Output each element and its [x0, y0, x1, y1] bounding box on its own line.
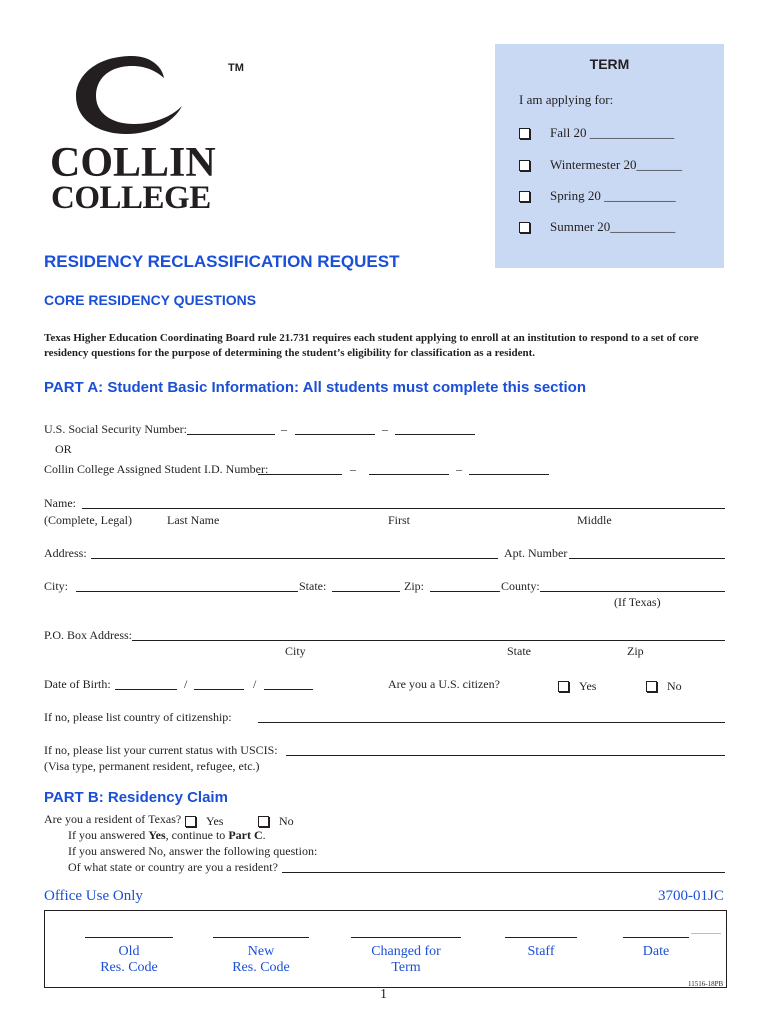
county-field[interactable]	[540, 591, 725, 592]
checkbox-icon[interactable]	[185, 816, 196, 827]
citizen-yes-label: Yes	[579, 679, 597, 693]
ssn-dash: –	[281, 422, 287, 436]
term-option-label: Wintermester 20_______	[550, 157, 682, 172]
po-box-field[interactable]	[132, 640, 725, 641]
ssn-field-1[interactable]	[187, 434, 275, 435]
logo-line2: COLLEGE	[51, 180, 211, 216]
checkbox-icon[interactable]	[519, 222, 530, 233]
ssn-dash: –	[382, 422, 388, 436]
checkbox-icon[interactable]	[519, 128, 530, 139]
section-subtitle: CORE RESIDENCY QUESTIONS	[44, 292, 257, 308]
country-citizenship-field[interactable]	[258, 722, 725, 723]
office-use-box	[44, 910, 727, 988]
student-id-field-1[interactable]	[258, 474, 342, 475]
form-code: 3700-01JC	[658, 888, 724, 904]
state-label: State:	[299, 579, 327, 593]
resident-state-question: Of what state or country are you a resident?	[68, 860, 278, 874]
yes-instruction	[68, 828, 266, 843]
citizen-yes-option[interactable]	[558, 677, 596, 695]
logo-line1: COLLIN	[50, 140, 216, 186]
texas-resident-no-label: No	[279, 814, 294, 828]
logo-crescent-icon	[74, 54, 184, 136]
or-label: OR	[55, 442, 72, 456]
uscis-status-field[interactable]	[286, 755, 725, 756]
caption-line: Res. Code	[232, 960, 290, 975]
changed-term-field[interactable]	[351, 937, 461, 938]
part-a-heading: PART A: Student Basic Information: All students must complete this section	[44, 379, 586, 396]
caption-line: New	[247, 944, 275, 959]
po-city-caption: City	[285, 644, 306, 658]
term-option-summer[interactable]	[519, 218, 675, 236]
complete-legal-note: (Complete, Legal)	[44, 513, 132, 527]
last-name-caption: Last Name	[167, 513, 220, 527]
uscis-status-label: If no, please list your current status with USCIS:	[44, 743, 278, 757]
old-res-code-field[interactable]	[85, 937, 173, 938]
term-intro: I am applying for:	[519, 92, 614, 107]
date-caption: Date	[642, 944, 670, 959]
term-option-fall[interactable]	[519, 124, 674, 142]
middle-name-caption: Middle	[577, 513, 612, 527]
if-texas-note: (If Texas)	[614, 595, 661, 609]
texas-resident-yes-label: Yes	[206, 814, 224, 828]
address-label: Address:	[44, 546, 87, 560]
dob-day-field[interactable]	[194, 689, 244, 690]
checkbox-icon[interactable]	[519, 160, 530, 171]
ssn-field-2[interactable]	[295, 434, 375, 435]
intro-line-2: residency questions for the purpose of determining the student’s eligibility for classification as a resident.	[44, 347, 536, 359]
part-b-heading: PART B: Residency Claim	[44, 789, 228, 806]
staff-field[interactable]	[505, 937, 577, 938]
po-zip-caption: Zip	[627, 644, 644, 658]
yes-instruction-text: , continue to	[165, 828, 229, 842]
address-field[interactable]	[91, 558, 498, 559]
new-res-code-caption	[213, 944, 309, 976]
changed-term-caption	[351, 944, 461, 976]
old-res-code-caption	[85, 944, 173, 976]
caption-line: Changed for	[371, 944, 441, 959]
apt-number-label: Apt. Number	[504, 546, 568, 560]
term-option-wintermester[interactable]	[519, 156, 682, 174]
first-name-caption: First	[388, 513, 411, 527]
county-label: County:	[501, 579, 540, 593]
zip-field[interactable]	[430, 591, 500, 592]
name-label: Name:	[44, 496, 76, 510]
country-citizenship-label: If no, please list country of citizenship:	[44, 710, 232, 724]
no-instruction: If you answered No, answer the following question:	[68, 844, 318, 858]
term-option-label: Spring 20 ___________	[550, 188, 676, 203]
intro-line-1: Texas Higher Education Coordinating Board rule 21.731 requires each student applying to enroll at an institution to respond to a set of core	[44, 332, 699, 344]
print-code: 11516-18PB	[688, 980, 724, 988]
student-id-dash: –	[456, 462, 462, 476]
student-id-label: Collin College Assigned Student I.D. Number:	[44, 462, 269, 476]
name-field[interactable]	[82, 508, 725, 509]
trademark-mark: TM	[228, 62, 244, 74]
uscis-status-note: (Visa type, permanent resident, refugee, etc.)	[44, 759, 260, 773]
term-box	[495, 44, 724, 268]
student-id-dash: –	[350, 462, 356, 476]
citizen-no-label: No	[667, 679, 682, 693]
term-option-spring[interactable]	[519, 187, 676, 205]
dob-slash: /	[253, 677, 257, 691]
city-label: City:	[44, 579, 69, 593]
zip-label: Zip:	[404, 579, 424, 593]
caption-line: Term	[391, 960, 421, 975]
texas-resident-question: Are you a resident of Texas?	[44, 812, 182, 826]
student-id-field-3[interactable]	[469, 474, 549, 475]
resident-state-field[interactable]	[282, 872, 725, 873]
checkbox-icon[interactable]	[558, 681, 569, 692]
page-number: 1	[380, 987, 387, 1002]
citizen-question: Are you a U.S. citizen?	[388, 677, 500, 691]
dob-label: Date of Birth:	[44, 677, 111, 691]
term-option-label: Summer 20__________	[550, 219, 676, 234]
staff-caption: Staff	[527, 944, 555, 959]
dob-slash: /	[184, 677, 188, 691]
apt-number-field[interactable]	[569, 558, 725, 559]
po-box-label: P.O. Box Address:	[44, 628, 133, 642]
student-id-field-2[interactable]	[369, 474, 449, 475]
dob-year-field[interactable]	[264, 689, 313, 690]
po-state-caption: State	[507, 644, 531, 658]
caption-line: Res. Code	[100, 960, 158, 975]
ssn-field-3[interactable]	[395, 434, 475, 435]
city-field[interactable]	[76, 591, 298, 592]
part-c-reference: Part C	[228, 828, 263, 842]
page-title: RESIDENCY RECLASSIFICATION REQUEST	[44, 252, 400, 271]
yes-instruction-text: If you answered	[68, 828, 149, 842]
yes-instruction-text: .	[262, 828, 266, 842]
checkbox-icon[interactable]	[646, 681, 657, 692]
date-field[interactable]	[623, 937, 689, 938]
citizen-no-option[interactable]	[646, 677, 682, 695]
office-use-label: Office Use Only	[44, 888, 143, 904]
term-option-label: Fall 20 _____________	[550, 125, 675, 140]
dob-month-field[interactable]	[115, 689, 177, 690]
checkbox-icon[interactable]	[258, 816, 269, 827]
new-res-code-field[interactable]	[213, 937, 309, 938]
date-field-extension	[691, 933, 721, 934]
yes-instruction-bold: Yes	[148, 828, 166, 842]
caption-line: Old	[118, 944, 140, 959]
state-field[interactable]	[332, 591, 400, 592]
ssn-label: U.S. Social Security Number:	[44, 422, 187, 436]
checkbox-icon[interactable]	[519, 191, 530, 202]
term-heading: TERM	[589, 56, 630, 72]
